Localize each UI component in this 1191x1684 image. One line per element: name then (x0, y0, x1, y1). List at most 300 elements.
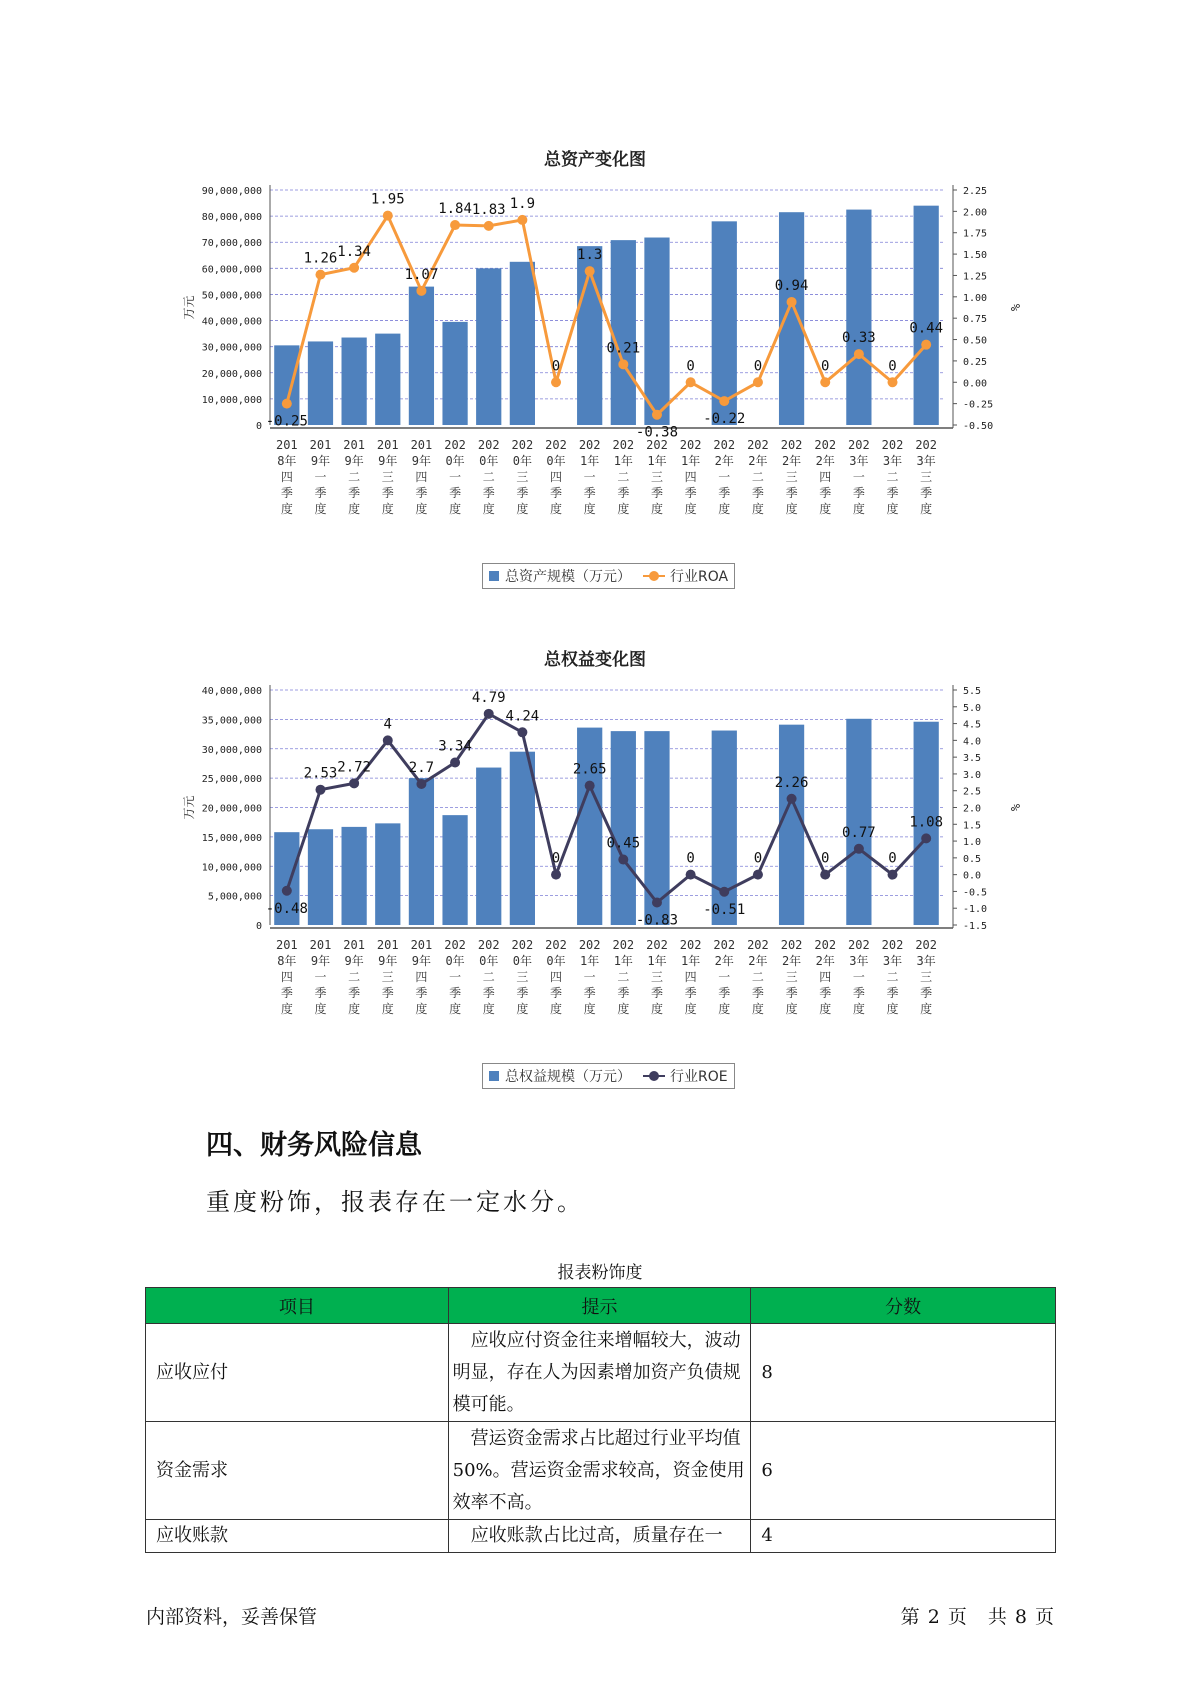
x-tick-label: 9年 (411, 454, 432, 468)
y2-tick-label: 0.00 (963, 378, 988, 390)
chart-title: 总权益变化图 (544, 650, 646, 670)
data-label: 1.95 (370, 191, 405, 208)
y2-tick-label: -1.5 (963, 921, 988, 932)
x-tick-label: 三 (516, 470, 529, 484)
x-tick-label: 季 (920, 986, 933, 1000)
line-point (282, 399, 292, 409)
data-label: 4 (383, 716, 392, 733)
x-tick-label: 2年 (748, 454, 768, 468)
x-tick-label: 季 (348, 486, 361, 500)
x-tick-label: 一 (852, 470, 865, 484)
legend-bar-label: 总权益规模（万元） (505, 1069, 631, 1085)
y2-tick-label: 3.5 (963, 753, 982, 765)
x-tick-label: 202 (713, 938, 736, 952)
x-tick-label: 三 (516, 970, 529, 984)
line-point (854, 844, 864, 854)
x-tick-label: 度 (886, 1002, 899, 1016)
x-tick-label: 季 (516, 486, 529, 500)
line-point (517, 215, 527, 225)
x-tick-label: 202 (545, 438, 567, 452)
line-point (888, 377, 898, 387)
bar (375, 823, 400, 925)
x-tick-label: 度 (482, 502, 495, 516)
y2-tick-label: 1.0 (963, 837, 982, 849)
data-label: 2.26 (774, 774, 809, 791)
x-tick-label: 季 (348, 986, 361, 1000)
y-tick-label: 40,000,000 (201, 686, 262, 697)
x-tick-label: 一 (449, 970, 462, 984)
data-label: 0 (551, 358, 561, 375)
bar (476, 268, 501, 425)
x-tick-label: 四 (819, 470, 832, 484)
data-label: 0 (821, 850, 830, 867)
x-tick-label: 1年 (580, 954, 600, 968)
table-row (146, 1422, 1056, 1520)
x-tick-label: 季 (920, 486, 933, 500)
x-tick-label: 三 (920, 470, 933, 484)
x-tick-label: 度 (314, 1002, 327, 1016)
bar (914, 206, 939, 425)
x-tick-label: 度 (550, 502, 563, 516)
x-tick-label: 201 (309, 938, 332, 952)
line-point (686, 377, 696, 387)
x-tick-label: 度 (785, 1002, 798, 1016)
x-tick-label: 202 (444, 438, 466, 452)
x-tick-label: 202 (477, 938, 500, 952)
footer-confidential-note: 内部资料，妥善保管 (146, 1606, 318, 1628)
line-point (450, 758, 460, 768)
x-tick-label: 0年 (512, 454, 532, 468)
data-label: 0 (551, 850, 561, 867)
data-label: 1.34 (337, 243, 371, 260)
y2-tick-label: 0.75 (963, 314, 988, 326)
data-label: 0 (888, 850, 897, 867)
line-point (416, 286, 426, 296)
x-tick-label: 度 (684, 502, 697, 516)
table-row (146, 1324, 1056, 1422)
total-assets-chart (175, 140, 1025, 600)
x-tick-label: 0年 (546, 454, 566, 468)
bar (308, 341, 333, 425)
x-tick-label: 度 (415, 502, 428, 516)
data-label: 0 (821, 358, 830, 375)
x-tick-label: 度 (751, 502, 764, 516)
line-point (753, 870, 763, 880)
y2-tick-label: 1.00 (963, 292, 988, 304)
x-tick-label: 四 (280, 470, 293, 484)
x-tick-label: 1年 (613, 954, 633, 968)
legend-line-label: 行业ROA (670, 569, 729, 585)
bar (611, 731, 636, 925)
data-label: 0 (686, 850, 695, 867)
x-tick-label: 一 (718, 970, 731, 984)
x-tick-label: 0年 (445, 454, 465, 468)
bar (342, 827, 367, 925)
line-point (484, 221, 494, 231)
y2-tick-label: -0.50 (963, 421, 994, 432)
x-tick-label: 季 (449, 486, 462, 500)
bar (779, 725, 804, 925)
x-tick-label: 202 (915, 938, 938, 952)
line-point (854, 349, 864, 359)
x-tick-label: 3年 (882, 454, 903, 468)
data-label: 0 (686, 358, 695, 375)
x-tick-label: 度 (280, 1002, 293, 1016)
data-label: 0.44 (909, 320, 944, 337)
bar (409, 778, 434, 925)
x-tick-label: 201 (376, 938, 399, 952)
x-tick-label: 1年 (647, 954, 667, 968)
x-tick-label: 二 (482, 470, 495, 484)
data-label: 2.53 (303, 765, 338, 782)
line-point (383, 211, 393, 221)
footer-page-number: 第 2 页 共 8 页 (900, 1606, 1055, 1628)
line-point (315, 785, 325, 795)
y2-tick-label: 1.75 (963, 228, 988, 240)
x-tick-label: 1年 (647, 454, 667, 468)
x-tick-label: 季 (718, 986, 731, 1000)
data-label: 1.07 (404, 266, 439, 283)
x-tick-label: 一 (583, 970, 596, 984)
x-tick-label: 季 (482, 486, 495, 500)
x-tick-label: 度 (449, 502, 462, 516)
x-tick-label: 8年 (277, 454, 297, 468)
x-tick-label: 季 (819, 986, 832, 1000)
x-tick-label: 度 (617, 502, 630, 516)
x-tick-label: 202 (612, 938, 635, 952)
y-tick-label: 0 (255, 421, 262, 432)
x-tick-label: 季 (617, 486, 630, 500)
x-tick-label: 2年 (714, 454, 734, 468)
x-tick-label: 度 (516, 1002, 529, 1016)
line-point (282, 886, 292, 896)
row-tip: 应收应付资金往来增幅较大，波动明显，存在人为因素增加资产负债规模可能。 (448, 1324, 751, 1422)
x-tick-label: 202 (881, 438, 904, 452)
data-label: -0.22 (703, 411, 746, 428)
line-point (921, 833, 931, 843)
x-tick-label: 二 (886, 470, 899, 484)
x-tick-label: 201 (376, 438, 399, 452)
y2-tick-label: 5.5 (963, 686, 982, 697)
y-tick-label: 5,000,000 (207, 891, 262, 903)
line-point (551, 377, 561, 387)
x-tick-label: 202 (511, 438, 534, 452)
legend-bar-swatch (489, 1071, 499, 1081)
x-tick-label: 二 (751, 470, 764, 484)
x-tick-label: 季 (650, 486, 663, 500)
x-tick-label: 季 (684, 486, 697, 500)
x-tick-label: 度 (920, 502, 933, 516)
line-point (450, 220, 460, 230)
x-tick-label: 度 (819, 1002, 832, 1016)
x-tick-label: 季 (280, 986, 293, 1000)
chart-legend (482, 1063, 735, 1089)
y-tick-label: 80,000,000 (201, 212, 262, 224)
x-tick-label: 度 (314, 502, 327, 516)
x-tick-label: 季 (785, 486, 798, 500)
x-tick-label: 9年 (378, 454, 398, 468)
line-point (888, 870, 898, 880)
x-tick-label: 1年 (681, 954, 701, 968)
y2-tick-label: 4.5 (963, 719, 982, 731)
y2-tick-label: 2.25 (963, 186, 988, 197)
x-tick-label: 度 (852, 1002, 865, 1016)
x-tick-label: 201 (343, 938, 365, 952)
x-tick-label: 四 (550, 470, 563, 484)
y-tick-label: 20,000,000 (201, 368, 262, 380)
y-tick-label: 50,000,000 (201, 290, 262, 302)
line-point (618, 855, 628, 865)
x-tick-label: 度 (718, 502, 731, 516)
x-tick-label: 9年 (344, 954, 364, 968)
x-tick-label: 202 (881, 938, 904, 952)
data-label: 0 (888, 358, 897, 375)
x-tick-label: 202 (814, 438, 837, 452)
y-tick-label: 35,000,000 (201, 715, 262, 727)
x-tick-label: 二 (886, 970, 899, 984)
line-point (484, 709, 494, 719)
line-point (551, 870, 561, 880)
x-tick-label: 9年 (378, 954, 398, 968)
line-point (652, 898, 662, 908)
y-tick-label: 90,000,000 (201, 186, 262, 197)
x-tick-label: 度 (583, 502, 596, 516)
x-tick-label: 四 (280, 970, 293, 984)
y2-tick-label: 0.25 (963, 356, 988, 368)
x-tick-label: 度 (348, 502, 361, 516)
data-label: 4.79 (471, 689, 506, 706)
x-tick-label: 季 (415, 986, 428, 1000)
y2-tick-label: 2.0 (963, 803, 982, 815)
line-point (383, 735, 393, 745)
chart-title: 总资产变化图 (544, 150, 646, 170)
x-tick-label: 度 (852, 502, 865, 516)
y-tick-label: 40,000,000 (201, 316, 262, 328)
data-label: 1.26 (303, 250, 338, 267)
y2-tick-label: 5.0 (963, 702, 982, 714)
x-tick-label: 三 (785, 470, 798, 484)
x-tick-label: 二 (617, 970, 630, 984)
bar (442, 815, 467, 925)
data-label: 0.21 (606, 340, 641, 357)
x-tick-label: 201 (410, 938, 433, 952)
y2-tick-label: 2.5 (963, 786, 982, 798)
line-point (719, 396, 729, 406)
x-tick-label: 二 (348, 470, 361, 484)
x-tick-label: 度 (516, 502, 529, 516)
data-label: -0.51 (703, 901, 746, 918)
x-tick-label: 度 (920, 1002, 933, 1016)
x-tick-label: 季 (852, 486, 865, 500)
data-label: 1.84 (438, 201, 472, 218)
x-tick-label: 3年 (882, 954, 903, 968)
x-tick-label: 0年 (479, 454, 499, 468)
line-point (686, 870, 696, 880)
data-label: 0.77 (842, 824, 876, 841)
row-tip: 营运资金需求占比超过行业平均值50%。营运资金需求较高，资金使用效率不高。 (448, 1422, 751, 1520)
data-label: 1.83 (471, 201, 506, 218)
x-tick-label: 季 (751, 986, 764, 1000)
x-tick-label: 度 (348, 1002, 361, 1016)
y2-tick-label: -1.0 (963, 904, 988, 916)
x-tick-label: 202 (612, 438, 635, 452)
x-tick-label: 度 (886, 502, 899, 516)
x-tick-label: 2年 (815, 454, 835, 468)
section-heading: 四、财务风险信息 (206, 1130, 422, 1161)
x-tick-label: 季 (415, 486, 428, 500)
x-tick-label: 201 (275, 938, 298, 952)
x-tick-label: 0年 (546, 954, 566, 968)
x-tick-label: 季 (314, 986, 327, 1000)
total-assets-chart-svg (175, 175, 1025, 595)
data-label: 0.94 (774, 277, 809, 294)
data-label: 2.65 (572, 761, 607, 778)
line-point (787, 794, 797, 804)
y2-tick-label: 0.0 (963, 870, 982, 882)
y-tick-label: 20,000,000 (201, 803, 262, 815)
column-header-tip: 提示 (448, 1288, 751, 1324)
x-tick-label: 3年 (916, 954, 936, 968)
line-point (753, 377, 763, 387)
bar (510, 752, 535, 925)
x-tick-label: 度 (449, 1002, 462, 1016)
x-tick-label: 0年 (512, 954, 532, 968)
x-tick-label: 季 (280, 486, 293, 500)
row-score: 6 (751, 1422, 1056, 1520)
x-tick-label: 202 (780, 938, 803, 952)
y2-axis-label: % (1008, 803, 1022, 812)
x-tick-label: 202 (444, 938, 466, 952)
line-point (787, 297, 797, 307)
y-tick-label: 25,000,000 (201, 774, 262, 786)
y-tick-label: 60,000,000 (201, 264, 262, 276)
x-tick-label: 1年 (681, 454, 701, 468)
legend-bar-label: 总资产规模（万元） (505, 569, 631, 585)
x-tick-label: 季 (617, 986, 630, 1000)
x-tick-label: 四 (684, 470, 697, 484)
x-tick-label: 202 (679, 438, 702, 452)
x-tick-label: 3年 (849, 954, 869, 968)
y2-tick-label: 1.25 (963, 271, 988, 283)
x-tick-label: 202 (477, 438, 500, 452)
data-label: -0.25 (265, 413, 308, 430)
y-tick-label: 0 (255, 921, 262, 932)
y-tick-label: 30,000,000 (201, 744, 262, 756)
bar (779, 212, 804, 425)
x-tick-label: 3年 (849, 454, 869, 468)
y-tick-label: 30,000,000 (201, 342, 262, 354)
x-tick-label: 202 (814, 938, 837, 952)
column-header-score: 分数 (751, 1288, 1056, 1324)
line-point (349, 778, 359, 788)
line-point (652, 410, 662, 420)
x-tick-label: 一 (852, 970, 865, 984)
x-tick-label: 季 (550, 486, 563, 500)
column-header-item: 项目 (146, 1288, 449, 1324)
x-tick-label: 度 (617, 1002, 630, 1016)
x-tick-label: 二 (751, 970, 764, 984)
bar (577, 728, 602, 925)
row-item: 应收账款 (146, 1520, 449, 1553)
x-tick-label: 二 (482, 970, 495, 984)
table-caption: 报表粉饰度 (557, 1263, 643, 1283)
x-tick-label: 度 (550, 1002, 563, 1016)
x-tick-label: 一 (449, 470, 462, 484)
y2-tick-label: 0.5 (963, 853, 982, 865)
x-tick-label: 1年 (580, 454, 600, 468)
row-tip: 应收账款占比过高，质量存在一 (448, 1520, 751, 1553)
data-label: 3.34 (438, 738, 472, 755)
x-tick-label: 9年 (344, 454, 364, 468)
data-label: 4.24 (505, 708, 540, 725)
line-point (416, 779, 426, 789)
x-tick-label: 202 (679, 938, 702, 952)
x-tick-label: 四 (415, 470, 428, 484)
x-tick-label: 度 (650, 1002, 663, 1016)
bar (442, 322, 467, 425)
risk-table (145, 1287, 1056, 1553)
x-tick-label: 201 (275, 438, 298, 452)
x-tick-label: 四 (819, 970, 832, 984)
x-tick-label: 202 (578, 938, 601, 952)
x-tick-label: 202 (780, 438, 803, 452)
x-tick-label: 季 (583, 486, 596, 500)
x-tick-label: 三 (785, 970, 798, 984)
x-tick-label: 201 (410, 438, 433, 452)
y-axis-label: 万元 (182, 795, 196, 820)
bar (342, 338, 367, 425)
data-label: 0 (753, 850, 763, 867)
x-tick-label: 度 (684, 1002, 697, 1016)
x-tick-label: 季 (852, 986, 865, 1000)
y2-tick-label: 1.5 (963, 820, 982, 832)
x-tick-label: 四 (415, 970, 428, 984)
bar (476, 768, 501, 925)
bar (510, 262, 535, 425)
line-point (921, 340, 931, 350)
data-label: -0.83 (635, 912, 679, 929)
x-tick-label: 季 (381, 486, 394, 500)
x-tick-label: 三 (920, 970, 933, 984)
table-header-row (146, 1288, 1056, 1324)
x-tick-label: 度 (650, 502, 663, 516)
line-point (585, 266, 595, 276)
data-label: 0 (753, 358, 763, 375)
y2-tick-label: 4.0 (963, 736, 982, 748)
x-tick-label: 季 (751, 486, 764, 500)
table-row (146, 1520, 1056, 1553)
legend-line-swatch (643, 575, 665, 577)
x-tick-label: 0年 (479, 954, 499, 968)
y2-tick-label: 0.50 (963, 335, 988, 347)
y2-tick-label: -0.5 (963, 887, 988, 899)
x-tick-label: 202 (545, 938, 567, 952)
y-axis-label: 万元 (182, 295, 196, 320)
x-tick-label: 度 (583, 1002, 596, 1016)
bar (846, 719, 871, 925)
x-tick-label: 202 (915, 438, 938, 452)
x-tick-label: 季 (550, 986, 563, 1000)
x-tick-label: 度 (785, 502, 798, 516)
x-tick-label: 季 (583, 986, 596, 1000)
data-label: -0.38 (635, 424, 679, 441)
row-score: 4 (751, 1520, 1056, 1553)
row-item: 资金需求 (146, 1422, 449, 1520)
bar (308, 829, 333, 925)
x-tick-label: 一 (583, 470, 596, 484)
line-point (820, 870, 830, 880)
x-tick-label: 202 (646, 938, 668, 952)
